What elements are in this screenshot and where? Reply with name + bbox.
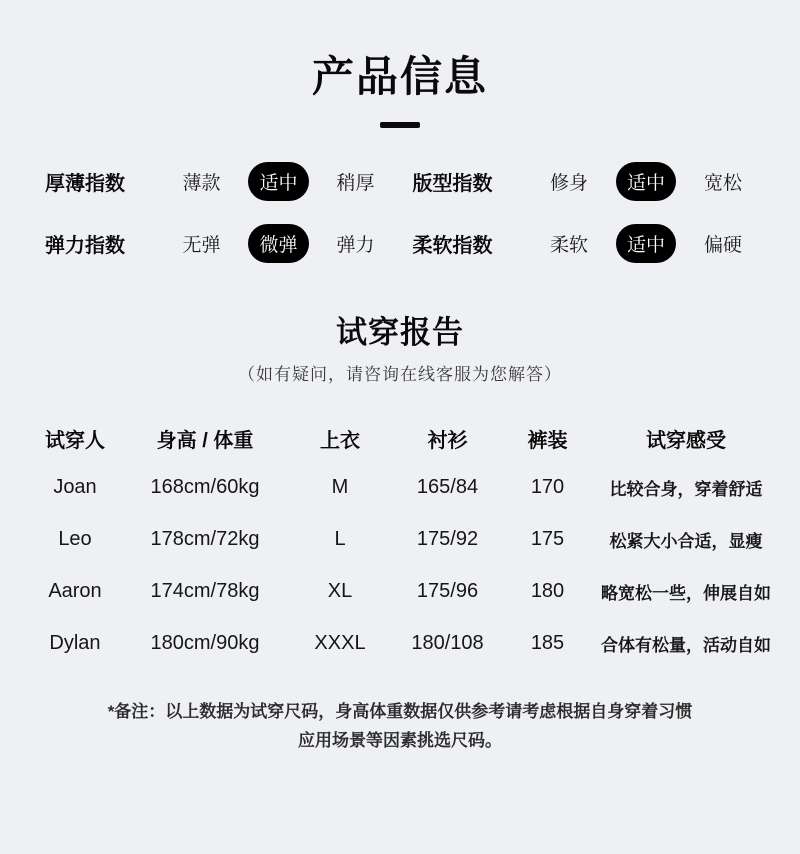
index-option-label: 宽松 <box>703 172 742 194</box>
index-option <box>163 168 240 195</box>
index-option-label: 偏硬 <box>703 234 742 256</box>
index-group-softness <box>413 212 781 274</box>
note-line: *备注：以上数据为试穿尺码，身高体重数据仅供参考请考虑根据自身穿着习惯 <box>107 702 693 721</box>
index-option-label: 薄款 <box>182 172 221 194</box>
column-header-feel: 试穿感受 <box>646 429 726 452</box>
index-option <box>163 230 240 257</box>
cell-height-weight: 174cm/78kg <box>150 579 260 602</box>
index-option <box>531 168 608 195</box>
index-option-label: 微弹 <box>248 224 308 263</box>
cell-pants: 170 <box>530 475 565 498</box>
column-header-tester: 试穿人 <box>45 429 105 452</box>
index-label: 弹力指数 <box>45 234 125 257</box>
index-option-label: 适中 <box>616 162 676 201</box>
cell-shirt: 180/108 <box>411 631 484 654</box>
cell-pants: 185 <box>530 631 565 654</box>
tryon-report-table <box>20 415 782 669</box>
cell-feel: 略宽松一些，伸展自如 <box>601 583 771 603</box>
column-header-top: 上衣 <box>320 429 360 452</box>
cell-top: XL <box>327 579 353 602</box>
index-option-label: 修身 <box>549 172 588 194</box>
index-group-fit <box>413 150 781 212</box>
cell-shirt: 165/84 <box>416 475 479 498</box>
cell-feel: 松紧大小合适，显瘦 <box>609 531 763 551</box>
index-group-elasticity <box>45 212 413 274</box>
table-row <box>20 513 782 565</box>
index-label: 版型指数 <box>412 172 493 195</box>
index-option-label: 柔软 <box>549 234 588 256</box>
index-option-selected <box>608 162 685 201</box>
cell-feel: 比较合身，穿着舒适 <box>609 479 763 499</box>
cell-tester: Dylan <box>49 631 101 654</box>
column-header-shirt: 衬衫 <box>427 429 468 452</box>
index-option-label: 适中 <box>248 162 308 201</box>
index-label: 厚薄指数 <box>45 172 125 195</box>
index-option-label: 适中 <box>616 224 676 263</box>
index-option <box>685 230 762 257</box>
cell-shirt: 175/92 <box>416 527 479 550</box>
index-option-selected <box>240 224 317 263</box>
cell-top: M <box>331 475 349 498</box>
index-option-selected <box>240 162 317 201</box>
cell-pants: 175 <box>530 527 565 550</box>
cell-feel: 合体有松量，活动自如 <box>601 635 771 655</box>
index-option <box>317 168 394 195</box>
column-header-pants: 裤装 <box>527 429 568 452</box>
cell-tester: Aaron <box>48 579 102 602</box>
index-group-thickness <box>45 150 413 212</box>
cell-shirt: 175/96 <box>416 579 479 602</box>
index-option <box>317 230 394 257</box>
cell-height-weight: 178cm/72kg <box>150 527 260 550</box>
cell-top: XXXL <box>314 631 366 654</box>
index-option <box>685 168 762 195</box>
report-subtitle: （如有疑问，请咨询在线客服为您解答） <box>238 365 562 384</box>
report-title: 试穿报告 <box>336 315 464 350</box>
index-option-label: 稍厚 <box>336 172 375 194</box>
title-divider <box>380 122 420 128</box>
page-title: 产品信息 <box>311 53 488 100</box>
index-option <box>531 230 608 257</box>
index-option-label: 无弹 <box>182 234 221 256</box>
cell-tester: Joan <box>53 475 97 498</box>
cell-top: L <box>334 527 346 550</box>
cell-tester: Leo <box>58 527 92 550</box>
table-row <box>20 461 782 513</box>
index-option-selected <box>608 224 685 263</box>
product-info-page <box>0 54 800 854</box>
cell-height-weight: 180cm/90kg <box>150 631 260 654</box>
table-header-row <box>20 415 782 461</box>
index-label: 柔软指数 <box>412 234 493 257</box>
table-row <box>20 565 782 617</box>
table-row <box>20 617 782 669</box>
cell-height-weight: 168cm/60kg <box>150 475 260 498</box>
cell-pants: 180 <box>530 579 565 602</box>
column-header-height-weight: 身高 / 体重 <box>156 429 254 452</box>
index-section <box>0 150 800 274</box>
note-line: 应用场景等因素挑选尺码。 <box>298 731 502 750</box>
footer-note <box>0 697 800 755</box>
index-option-label: 弹力 <box>336 234 375 256</box>
